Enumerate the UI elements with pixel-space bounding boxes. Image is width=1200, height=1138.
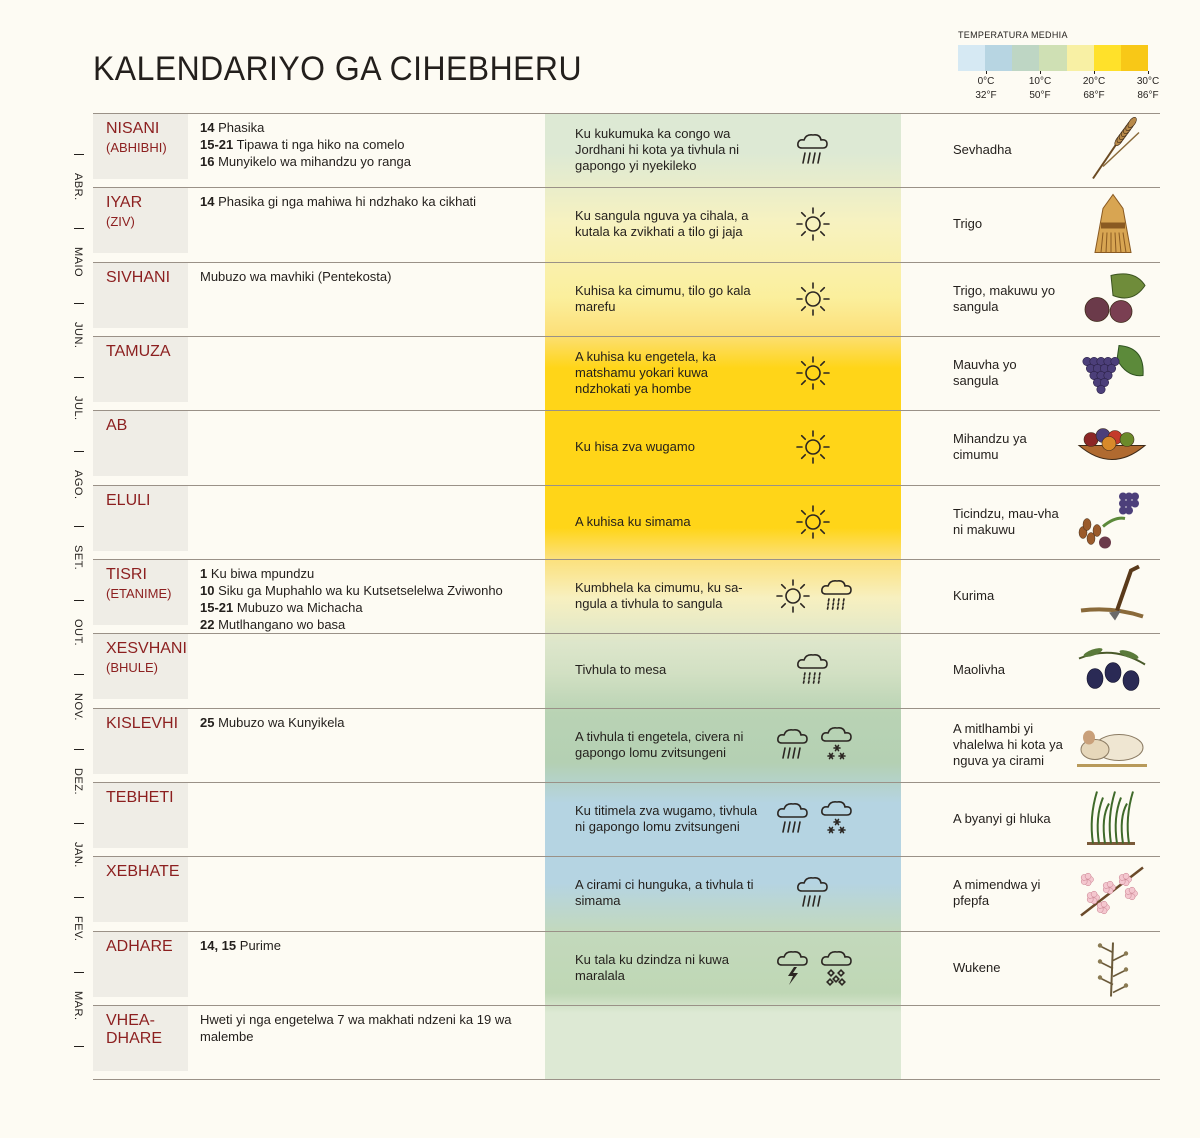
month-cell (93, 634, 188, 699)
legend-tick-mark (1040, 71, 1041, 74)
row-divider (93, 113, 1160, 114)
weather-icons (793, 279, 833, 319)
month-name: ADHARE (106, 937, 173, 955)
month-row (93, 633, 1160, 707)
festival-events (200, 268, 540, 285)
month-cell (93, 263, 188, 328)
event-line (200, 136, 540, 153)
gregorian-month-label: SET. (72, 544, 84, 570)
gregorian-divider (74, 377, 84, 378)
month-name: XEBHATE (106, 863, 180, 881)
festival-events (200, 565, 540, 633)
legend-title: TEMPERATURA MEDHIA (958, 30, 1068, 40)
sun-icon (793, 427, 833, 467)
weather-description: Ku hisa zva wugamo (575, 439, 695, 455)
gregorian-divider (74, 1046, 84, 1047)
month-name: TEBHETI (106, 788, 174, 806)
month-name: NISANI (106, 120, 160, 137)
weather-icons (793, 130, 833, 170)
legend-swatch (1121, 45, 1148, 71)
weather-description: A tivhula ti engetela, civera ni gapongo lomu zvitsungeni (575, 728, 744, 760)
weather-icons (773, 799, 857, 839)
crop-illustration (1073, 337, 1151, 408)
event-text: Hweti yi nga engetelwa 7 wa makhati ndzeni ka 19 wa malembe (200, 1011, 512, 1044)
gregorian-divider (74, 972, 84, 973)
month-name: SIVHANI (106, 268, 171, 286)
month-row (93, 113, 1160, 187)
month-name: TAMUZA (106, 342, 171, 360)
crop-description: A mimendwa yi pfepfa (953, 877, 1041, 909)
month-row (93, 856, 1160, 930)
sun-icon (793, 279, 833, 319)
gregorian-divider (74, 897, 84, 898)
month-row (93, 708, 1160, 782)
weather-icons (793, 427, 833, 467)
festival-events (200, 937, 540, 954)
month-name: ELULI (106, 491, 151, 509)
gregorian-month-label: MAR. (72, 990, 84, 1021)
weather-description: Ku tala ku dzindza ni kuwa maralala (575, 951, 729, 983)
weather-icons (793, 502, 833, 542)
weather-description: Kumbhela ka cimumu, ku sa-ngula a tivhula to sangula (575, 579, 743, 611)
month-alt-name: (BHULE) (106, 660, 159, 676)
event-date: 14 (200, 194, 215, 210)
event-text: Tipawa ti nga hiko na comelo (233, 137, 405, 152)
rain-cloud-icon (773, 799, 813, 839)
almond-blossom-icon (1073, 858, 1151, 924)
legend-tick-celsius: 30°C (1136, 76, 1160, 87)
event-date: 14, 15 (200, 937, 237, 953)
legend-swatch (985, 45, 1012, 71)
hail-cloud-icon (817, 948, 857, 988)
gregorian-divider (74, 228, 84, 229)
month-name: XESVHANI (106, 640, 187, 658)
month-cell (93, 188, 188, 253)
grass-icon (1073, 783, 1151, 849)
month-cell (93, 709, 188, 774)
weather-icons (793, 204, 833, 244)
event-line (200, 119, 540, 136)
legend-tick-fahrenheit: 32°F (975, 90, 997, 101)
row-divider (93, 782, 1160, 783)
legend-tick-mark (1148, 71, 1149, 74)
crop-description: Mihandzu ya cimumu (953, 431, 1027, 463)
crop-illustration (1073, 263, 1151, 334)
weather-icons (773, 725, 857, 765)
event-date: 15-21 (200, 137, 234, 152)
gregorian-divider (74, 451, 84, 452)
event-text: Mubuzo wa Kunyikela (214, 714, 345, 730)
legend-tick-celsius: 10°C (1028, 76, 1052, 87)
olives-icon (1073, 635, 1151, 701)
gregorian-divider (74, 674, 84, 675)
rain-cloud-icon (793, 130, 833, 170)
temperature-legend (958, 30, 1160, 109)
rain-cloud-icon (773, 725, 813, 765)
crop-description: A byanyi gi hluka (953, 810, 1051, 826)
fruit-basket-icon (1073, 412, 1151, 478)
weather-icons (773, 948, 857, 988)
month-cell (93, 411, 188, 476)
wheat-sheaf-icon (1073, 189, 1151, 255)
gregorian-month-label: JUL. (72, 395, 84, 421)
legend-tick-fahrenheit: 86°F (1137, 90, 1159, 101)
event-line (200, 937, 540, 954)
sun-icon (793, 204, 833, 244)
crop-description: Trigo, makuwu yo sangula (953, 282, 1056, 314)
event-text: Ku biwa mpundzu (207, 565, 315, 581)
event-line (200, 714, 540, 731)
legend-tick-celsius: 20°C (1082, 76, 1106, 87)
row-divider (93, 708, 1160, 709)
event-line (200, 616, 540, 633)
row-divider (93, 485, 1160, 486)
crop-description: Mauvha yo sangula (953, 356, 1017, 388)
event-text: Siku ga Muphahlo wa ku Kutsetselelwa Zviwonho (214, 582, 503, 598)
month-cell (93, 337, 188, 402)
month-cell (93, 932, 188, 997)
month-row (93, 187, 1160, 261)
crop-illustration (1073, 932, 1151, 1003)
crop-illustration (1073, 858, 1151, 929)
snow-cloud-icon (817, 725, 857, 765)
weather-description: Ku sangula nguva ya cihala, a kutala ka zvikhati a tilo gi jaja (575, 208, 749, 240)
month-alt-name: (ABHIBHI) (106, 140, 167, 155)
snow-cloud-icon (817, 799, 857, 839)
event-line (200, 268, 540, 285)
legend-swatch (1067, 45, 1094, 71)
month-alt-name: (ETANIME) (106, 585, 172, 601)
festival-events (200, 119, 540, 170)
legend-ticks (958, 75, 1160, 109)
weather-icons (793, 650, 833, 690)
weather-description: Kuhisa ka cimumu, tilo go kala marefu (575, 282, 751, 314)
legend-color-scale (958, 45, 1148, 71)
crop-description: Wukene (953, 959, 1001, 975)
legend-swatch (1094, 45, 1121, 71)
crop-illustration (1073, 783, 1151, 854)
legend-swatch (1012, 45, 1039, 71)
month-row (93, 262, 1160, 336)
month-name: AB (106, 417, 128, 435)
crop-illustration (1073, 635, 1151, 706)
crop-description: Ticindzu, mau-vha ni makuwu (953, 505, 1059, 537)
event-line (200, 565, 540, 582)
event-text: Mubuzo wa mavhiki (Pentekosta) (200, 268, 392, 284)
gregorian-month-label: JAN. (72, 841, 84, 868)
weather-icons (773, 576, 857, 616)
storm-cloud-icon (773, 948, 813, 988)
sheep-icon (1073, 709, 1151, 775)
table-bottom-rule (93, 1079, 1160, 1080)
month-name: TISRI (106, 565, 147, 583)
crop-description: A mitlhambi yi vhalelwa hi kota ya nguva ya cirami (953, 720, 1063, 768)
month-cell (93, 783, 188, 848)
grapes-icon (1073, 337, 1151, 403)
crop-illustration (1073, 486, 1151, 557)
event-date: 10 (200, 582, 215, 598)
fig-icon (1073, 263, 1151, 329)
gregorian-month-label: AGO. (72, 470, 84, 500)
drizzle-cloud-icon (817, 576, 857, 616)
row-divider (93, 559, 1160, 560)
month-row (93, 410, 1160, 484)
event-date: 14 (200, 120, 215, 135)
sun-icon (773, 576, 813, 616)
gregorian-divider (74, 154, 84, 155)
gregorian-month-label: JUN. (72, 321, 84, 349)
crop-illustration (1073, 412, 1151, 483)
month-cell (93, 486, 188, 551)
gregorian-month-label: FEV. (72, 916, 84, 942)
barley-icon (1073, 115, 1151, 181)
festival-events (200, 714, 540, 731)
weather-description: Ku titimela zva wugamo, tivhula ni gapongo lomu zvitsungeni (575, 802, 758, 834)
gregorian-divider (74, 600, 84, 601)
flax-icon (1073, 932, 1151, 998)
legend-tick-mark (1094, 71, 1095, 74)
event-line (200, 1011, 540, 1045)
legend-tick-mark (986, 71, 987, 74)
month-name: VHEA- DHARE (106, 1011, 163, 1047)
event-date: 15-21 (200, 599, 234, 615)
gregorian-divider (74, 823, 84, 824)
event-text: Phasika (214, 120, 265, 135)
weather-description: Ku kukumuka ka congo wa Jordhani hi kota ya tivhula ni gapongo yi nyekileko (575, 126, 740, 173)
event-date: 22 (200, 616, 215, 632)
month-name: IYAR (106, 194, 143, 212)
dates-grapes-icon (1073, 486, 1151, 552)
event-date: 16 (200, 154, 215, 169)
event-text: Phasika gi nga mahiwa hi ndzhako ka cikhati (214, 194, 477, 210)
event-text: Munyikelo wa mihandzu yo ranga (214, 154, 412, 169)
drizzle-cloud-icon (793, 650, 833, 690)
month-row (93, 559, 1160, 633)
month-row (93, 1005, 1160, 1079)
event-line (200, 153, 540, 170)
sun-icon (793, 353, 833, 393)
legend-tick-fahrenheit: 50°F (1029, 90, 1051, 101)
row-divider (93, 410, 1160, 411)
legend-tick (1128, 75, 1168, 103)
legend-tick (966, 75, 1006, 103)
legend-tick-celsius: 0°C (977, 76, 995, 87)
event-line (200, 599, 540, 616)
festival-events (200, 1011, 540, 1045)
event-text: Mutlhangano wo basa (214, 616, 346, 632)
event-date: 25 (200, 714, 215, 730)
row-divider (93, 633, 1160, 634)
event-line (200, 193, 540, 210)
gregorian-month-axis (66, 113, 96, 1080)
month-cell (93, 857, 188, 922)
row-divider (93, 1005, 1160, 1006)
event-date: 1 (200, 565, 208, 581)
gregorian-month-label: NOV. (72, 693, 84, 722)
legend-tick (1074, 75, 1114, 103)
event-text: Purime (236, 937, 281, 953)
gregorian-divider (74, 526, 84, 527)
row-divider (93, 856, 1160, 857)
month-row (93, 782, 1160, 856)
event-line (200, 582, 540, 599)
crop-description: Trigo (953, 216, 983, 232)
crop-description: Sevhadha (953, 142, 1012, 157)
legend-tick (1020, 75, 1060, 103)
month-alt-name: (ZIV) (106, 214, 135, 230)
rain-cloud-icon (793, 873, 833, 913)
festival-events (200, 193, 540, 210)
sun-icon (793, 502, 833, 542)
weather-icons (793, 873, 833, 913)
legend-swatch (1039, 45, 1066, 71)
gregorian-month-label: OUT. (72, 618, 84, 647)
row-divider (93, 336, 1160, 337)
row-divider (93, 262, 1160, 263)
month-cell (93, 560, 188, 625)
crop-illustration (1073, 189, 1151, 260)
calendar-table (93, 113, 1160, 1080)
crop-illustration (1073, 709, 1151, 780)
month-row (93, 931, 1160, 1005)
month-cell (93, 114, 188, 179)
gregorian-divider (74, 749, 84, 750)
crop-description: Maolivha (953, 662, 1006, 678)
gregorian-month-label: DEZ. (72, 767, 84, 795)
event-text: Mubuzo wa Michacha (233, 599, 363, 615)
weather-description: A kuhisa ku simama (575, 513, 691, 529)
gregorian-divider (74, 303, 84, 304)
weather-description: A cirami ci hunguka, a tivhula ti simama (575, 877, 754, 909)
legend-swatch (958, 45, 985, 71)
crop-illustration (1073, 115, 1151, 186)
page-title: KALENDARIYO GA CIHEBHERU (93, 50, 583, 88)
row-divider (93, 187, 1160, 188)
weather-icons (793, 353, 833, 393)
crop-illustration (1073, 560, 1151, 631)
month-cell (93, 1006, 188, 1071)
legend-tick-fahrenheit: 68°F (1083, 90, 1105, 101)
crop-description: Kurima (953, 587, 995, 603)
gregorian-month-label: ABR. (72, 173, 84, 201)
month-name: KISLEVHI (106, 714, 179, 732)
plow-icon (1073, 560, 1151, 626)
month-row (93, 485, 1160, 559)
month-row (93, 336, 1160, 410)
row-divider (93, 931, 1160, 932)
weather-description: A kuhisa ku engetela, ka matshamu yokari kuwa ndzhokati ya hombe (575, 348, 716, 396)
gregorian-month-label: MAIO (72, 247, 84, 278)
weather-description: Tivhula to mesa (575, 662, 667, 678)
